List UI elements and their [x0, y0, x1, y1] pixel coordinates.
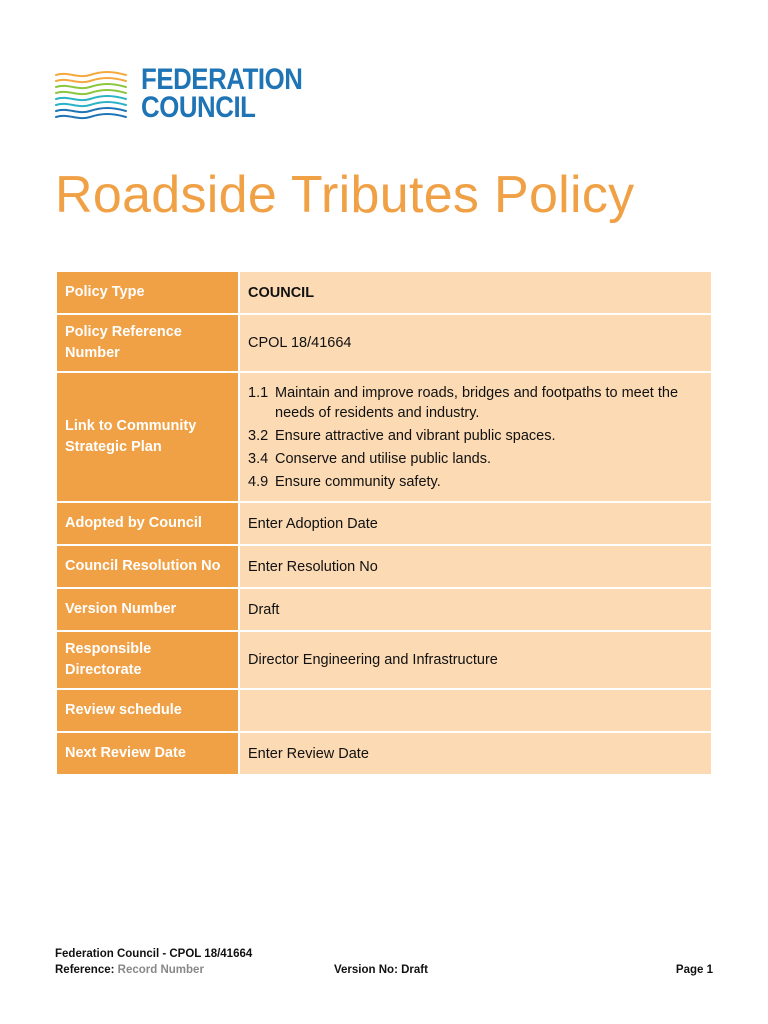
policy-details-table: [55, 270, 713, 776]
footer-reference: [55, 964, 204, 976]
logo-wordmark: [141, 63, 303, 124]
reference-label: Reference:: [55, 964, 115, 976]
row-label: Policy Type: [56, 271, 239, 314]
footer-meta: [55, 964, 713, 980]
row-label: Next Review Date: [56, 732, 239, 775]
table-row-directorate: [56, 631, 712, 689]
reference-value: Record Number: [117, 964, 204, 976]
row-label: Review schedule: [56, 689, 239, 732]
row-value: [239, 689, 712, 732]
row-label: Version Number: [56, 588, 239, 631]
row-value: Draft: [239, 588, 712, 631]
list-item: 1.1 Maintain and improve roads, bridges and footpaths to meet the needs of residents and industry.: [248, 384, 679, 421]
row-value: CPOL 18/41664: [239, 314, 712, 372]
table-row-reference: [56, 314, 712, 372]
row-label: Responsible Directorate: [56, 631, 239, 689]
logo-line-1: FEDERATION: [141, 63, 303, 96]
table-row-version: [56, 588, 712, 631]
strategic-plan-list: [248, 383, 703, 492]
waves-logo-icon: [54, 70, 128, 122]
footer-version: Version No: Draft: [334, 964, 428, 976]
table-row-policy-type: [56, 271, 712, 314]
table-row-adopted: [56, 502, 712, 545]
federation-council-logo: [54, 63, 314, 126]
table-row-next-review: [56, 732, 712, 775]
logo-line-2: COUNCIL: [141, 91, 256, 124]
list-item: 3.4 Conserve and utilise public lands.: [248, 450, 492, 467]
row-value: Director Engineering and Infrastructure: [239, 631, 712, 689]
table-row-resolution: [56, 545, 712, 588]
table-row-community-plan: [56, 372, 712, 502]
row-value: Enter Adoption Date: [239, 502, 712, 545]
row-value: Enter Review Date: [239, 732, 712, 775]
table-row-review-schedule: [56, 689, 712, 732]
row-label: Adopted by Council: [56, 502, 239, 545]
row-label: Council Resolution No: [56, 545, 239, 588]
row-value: Enter Resolution No: [239, 545, 712, 588]
list-item: 3.2 Ensure attractive and vibrant public spaces.: [248, 427, 556, 444]
row-label: Policy Reference Number: [56, 314, 239, 372]
row-value: COUNCIL: [239, 271, 712, 314]
list-item: 4.9 Ensure community safety.: [248, 473, 441, 490]
footer-page-number: Page 1: [675, 964, 713, 976]
row-value: [239, 372, 712, 502]
page-title: Roadside Tributes Policy: [55, 166, 635, 224]
footer-document-id: Federation Council - CPOL 18/41664: [55, 948, 253, 960]
row-label: Link to Community Strategic Plan: [56, 372, 239, 502]
